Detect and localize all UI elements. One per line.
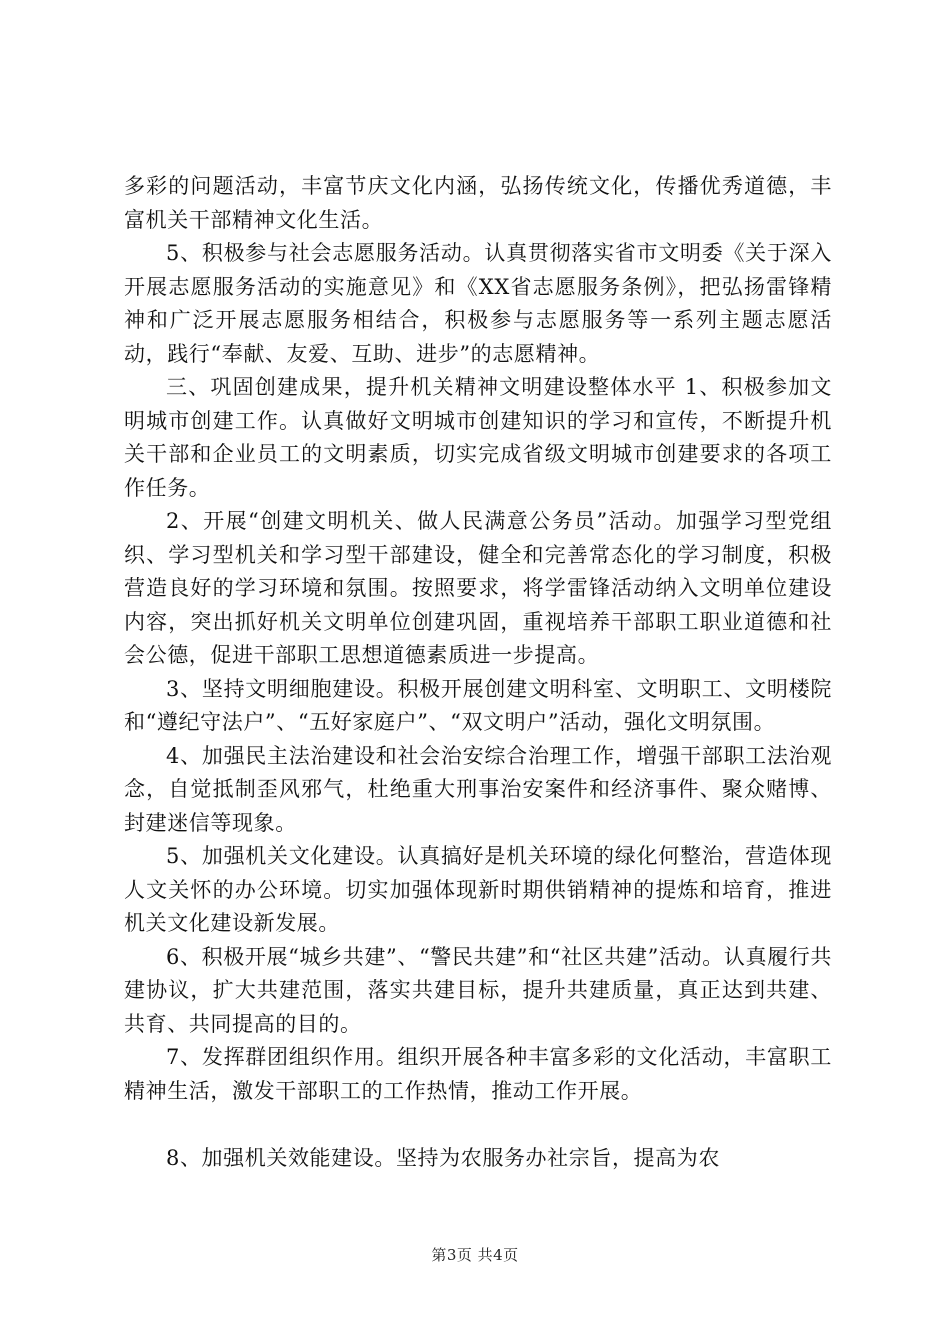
paragraph-item-4: 4、加强民主法治建设和社会治安综合治理工作，增强干部职工法治观念，自觉抵制歪风邪气，杜绝重大刑事治安案件和经济事件、聚众赌博、封建迷信等现象。 <box>124 743 832 835</box>
page-number-footer: 第3页 共4页 <box>431 1246 519 1264</box>
paragraph-item-7: 7、发挥群团组织作用。组织开展各种丰富多彩的文化活动，丰富职工精神生活，激发干部职工的工作热情，推动工作开展。 <box>124 1045 832 1103</box>
paragraph-item-5-volunteer: 5、积极参与社会志愿服务活动。认真贯彻落实省市文明委《关于深入开展志愿服务活动的实施意见》和《XX省志愿服务条例》，把弘扬雷锋精神和广泛开展志愿服务相结合，积极参与志愿服务等一系列主题志愿活动，践行“奉献、友爱、互助、进步”的志愿精神。 <box>124 241 832 366</box>
document-body <box>124 170 832 1176</box>
paragraph-item-3: 3、坚持文明细胞建设。积极开展创建文明科室、文明职工、文明楼院和“遵纪守法户”、“五好家庭户”、“双文明户”活动，强化文明氛围。 <box>124 676 832 734</box>
paragraph-item-5-culture: 5、加强机关文化建设。认真搞好是机关环境的绿化何整治，营造体现人文关怀的办公环境。切实加强体现新时期供销精神的提炼和培育，推进机关文化建设新发展。 <box>124 844 832 935</box>
paragraph-section-3: 三、巩固创建成果，提升机关精神文明建设整体水平 1、积极参加文明城市创建工作。认真做好文明城市创建知识的学习和宣传，不断提升机关干部和企业员工的文明素质，切实完成省级文明城市创建要求的各项工作任务。 <box>124 375 832 500</box>
paragraph-continuation: 多彩的问题活动，丰富节庆文化内涵，弘扬传统文化，传播优秀道德，丰富机关干部精神文化生活。 <box>124 174 832 232</box>
paragraph-item-6: 6、积极开展“城乡共建”、“警民共建”和“社区共建”活动。认真履行共建协议，扩大共建范围，落实共建目标，提升共建质量，真正达到共建、共育、共同提高的目的。 <box>124 944 832 1036</box>
paragraph-item-2: 2、开展“创建文明机关、做人民满意公务员”活动。加强学习型党组织、学习型机关和学习型干部建设，健全和完善常态化的学习制度，积极营造良好的学习环境和氛围。按照要求，将学雷锋活动纳入文明单位建设内容，突出抓好机关文明单位创建巩固，重视培养干部职工职业道德和社会公德，促进干部职工思想道德素质进一步提高。 <box>124 509 832 667</box>
paragraph-item-8: 8、加强机关效能建设。坚持为农服务办社宗旨，提高为农 <box>166 1146 720 1170</box>
